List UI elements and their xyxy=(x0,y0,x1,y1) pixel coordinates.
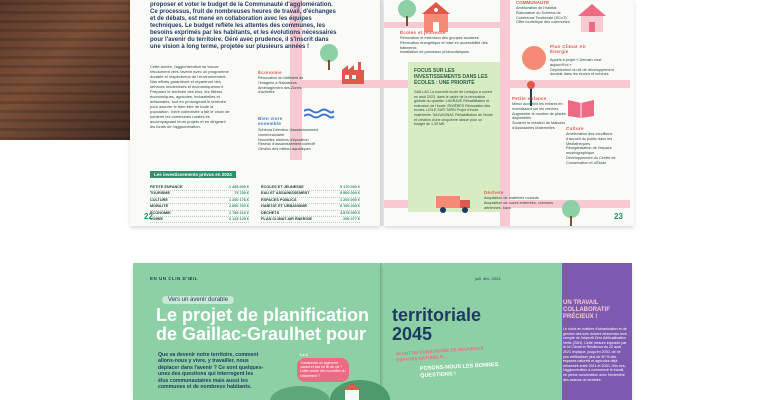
list-item: Réorganisation de l'espace muséographique xyxy=(566,146,612,156)
investments-col-left xyxy=(150,185,249,223)
section-head-culture: Culture xyxy=(566,126,584,131)
section-head-economie: Économie xyxy=(258,70,282,75)
table-row: DÉCHETS 4 875 000 € xyxy=(261,211,360,217)
focus-title: FOCUS SUR LES INVESTISSEMENTS DANS LES ÉCOLES : UNE PRIORITÉ xyxy=(414,68,488,86)
list-item: Offre touristique des communes xyxy=(516,20,570,25)
main-title-right1: territoriale xyxy=(392,305,482,325)
bottom-spread xyxy=(0,263,770,400)
section-head-plan-climat: Plan Climat Air Énergie xyxy=(550,44,587,54)
globe-icon xyxy=(522,46,546,70)
investments-col-right xyxy=(261,185,360,223)
running-head: EN UN CLIN D'ŒIL xyxy=(150,276,198,281)
ecoles-list xyxy=(400,36,496,55)
table-row: ESPACES PUBLICS 1 200 000 € xyxy=(261,198,360,204)
list-item: Amélioration des conditions d'accueil du public dans les Médiathèques xyxy=(566,132,613,146)
issue-date: juill. déc. 2024 xyxy=(475,276,501,281)
focus-body: GAILLAC La nouvelle école de Lentajou a ouvert en août 2023, dans le cadre de la rénovation globale du quartier. LAGRAVE Réhabilitation et extension de l'école. RIVIÈRES Rénovation des écoles. LISLE-SUR-TARN Projet d'école maternelle. SALVAGNAC Réhabilitation de l'école et création d'une cinquième classe pour un budget de 1,35 M€. xyxy=(414,90,494,127)
table-row: CULTURE 1 250 176 € xyxy=(150,198,249,204)
table-row: EAU ET ASSAINISSEMENT 9 800 000 € xyxy=(261,191,360,197)
garbage-truck-icon xyxy=(434,192,474,214)
list-item: Rénovation du bâtiment de l'Imagerie à Rabastens xyxy=(258,76,304,85)
list-item: Installation de panneaux photovoltaïques xyxy=(400,50,470,55)
section-head-communaute: COMMUNAUTÉ xyxy=(516,0,549,5)
list-item: Développement du Centre de Conservation et d'Étude xyxy=(566,155,616,165)
list-item: Gestion des milieux aquatiques xyxy=(258,147,311,152)
table-row: HABITAT ET URBANISME 6 190 000 € xyxy=(261,204,360,210)
list-item: Rénovation énergétique et mise en accessibilité des bâtiments xyxy=(400,40,488,50)
investments-table xyxy=(150,163,360,223)
list-item: Nouvelles stations d'épuration xyxy=(258,137,309,142)
main-title-line2: de Gaillac-Graulhet pour xyxy=(156,324,367,344)
list-item: Élaboration du Schéma de Cohérence Territoriale (SCoT) xyxy=(516,10,567,20)
factory-icon xyxy=(340,62,366,84)
list-item: Déploiement du kit de développement durable dans les écoles et crèches xyxy=(550,67,614,77)
section-head-ecoles: Écoles et jeunesse xyxy=(400,30,446,35)
open-book-icon xyxy=(566,98,596,118)
tree-icon xyxy=(396,0,418,26)
list-item: Amélioration de l'habitat xyxy=(516,6,557,10)
school-building-icon xyxy=(420,0,452,34)
main-title-right2: 2045 xyxy=(392,324,433,344)
table-row: ÉCONOMIE 1 789 216 € xyxy=(150,211,249,217)
list-item: Acquisition de cuves enterrées, colonnes aériennes, bacs xyxy=(484,200,554,210)
main-title-line1: Le projet de planification xyxy=(156,305,370,325)
list-item: Rénovation et extension des groupes scolaires xyxy=(400,36,479,40)
kicker-pill: Vers un avenir durable xyxy=(162,296,234,304)
page-number-left: 22 xyxy=(144,212,153,221)
plan-climat-list xyxy=(550,58,616,77)
list-item: Aménagement des Zones d'activités xyxy=(258,85,302,95)
table-row: VOIRIE 2 125 125 € xyxy=(150,217,249,223)
page-number-right: 23 xyxy=(614,212,623,221)
list-item: Schéma Directeur d'assainissement communautaire xyxy=(258,128,319,137)
list-item: Appels à projet « Demain c'est aujourd'hui » xyxy=(550,58,602,67)
vivre-list xyxy=(258,128,336,152)
brick-wall-photo xyxy=(0,0,140,140)
list-item: Mieux accueillir les enfants en investissant sur les crèches xyxy=(512,102,563,111)
economie-list xyxy=(258,76,316,95)
dechets-list xyxy=(484,196,554,210)
tree-icon xyxy=(318,44,340,70)
lead-paragraph: Que va devenir notre territoire, comment allons-nous y vivre, y travailler, nous déplacer dans l'avenir ? Ce sont quelques-unes des questions qui interrogent les élus communautaires mais aussi les communes et de nombreux habitants. xyxy=(158,352,264,391)
table-row: PLAN CLIMAT AIR ÉNERGIE 296 477 € xyxy=(261,217,360,223)
sidebar-body: Le choix en matière d'urbanisation et de gestion des sols doivent désormais tenir compte de l'objectif Zéro Artificialisation Nette (ZAN). Cette mesure imposée par la loi Climat et Résilience du 22 août 2021 implique, jusqu'en 2030, de ne pas artificialiser plus de 50 % des espaces naturels et agricoles déjà urbanisés entre 2011 et 2020. Dès lors, l'agglomération a commencé le travail, en pleine concertation avec l'ensemble des acteurs du territoire. xyxy=(563,327,627,382)
intro-paragraph: proposer et voter le budget de la Communauté d'agglomération. Ce processus, fruit de nombreuses heures de travail, d'échanges et de débats, est mené en collaboration avec les équipes techniques. Le budget reflète les attentes des communes, les besoins exprimés par les habitants, et les évolutions nécessaires pour l'avenir du territoire. Géré avec prudence, il s'inscrit dans une vision à long terme, projetée sur plusieurs années ! xyxy=(150,2,337,50)
list-item: Augmenter le nombre de places disponibles xyxy=(512,111,566,121)
table-row: PETITE ENFANCE 1 455 000 € xyxy=(150,185,249,191)
section-head-petite-enfance: Petite enfance xyxy=(512,96,547,101)
section-head-vivre: Bien vivre ensemble xyxy=(258,116,283,126)
water-wave-icon xyxy=(304,108,334,120)
list-item: Réseau d'assainissement collectif xyxy=(258,142,315,147)
communaute-list xyxy=(516,6,576,25)
body-paragraph: Cette année, l'agglomération se trouve résolument vers l'avenir avec un programme durable et respectueux de l'environnement. Nos efforts garantiront et répartiront des services modernisés et économiquement. Préparez le territoire des élus, les filières économiques, agricoles, industrielles et artisanales, tout en prolongeant le territoire pour assurer le bien-être de toute la population. Votre collectivité a fait le choix de soutenir les communes rurales en accompagnant leurs projets et en dirigeant les fonds de l'agglomération. xyxy=(150,64,230,129)
callout-bubble: Transformer un logement vacant et bas en fin de vie ? Lutter contre des nouvelles du lotissement ? xyxy=(297,358,349,382)
table-row: ÉCOLES ET JEUNESSE 5 170 060 € xyxy=(261,185,360,191)
petite-enfance-list xyxy=(512,102,570,131)
tree-icon xyxy=(560,200,582,226)
table-row: TOURISME 75 750 € xyxy=(150,191,249,197)
section-head-dechets: Déchets xyxy=(484,190,504,195)
investments-title: Les investissements prévus en 2024 xyxy=(150,171,236,178)
culture-list xyxy=(566,132,628,166)
house-icon xyxy=(576,0,608,34)
list-item: Acquisition de matériels roulants xyxy=(484,196,539,200)
house-icon xyxy=(342,382,362,400)
table-row: MOBILITÉ 2 850 763 € xyxy=(150,204,249,210)
wave-title: POSONS-NOUS LES BONNES QUESTIONS ! xyxy=(419,361,499,379)
sidebar-title: UN TRAVAIL COLLABORATIF PRÉCIEUX ! xyxy=(563,300,610,320)
wave-subtitle: AVANT DE CONSTRUIRE DE NOUVEAUX ESPACES NATURELS... xyxy=(395,345,484,363)
list-item: Soutenir la création de Maisons d'Assistantes Maternelles xyxy=(512,121,566,130)
bubble-label: Le 1 xyxy=(300,352,309,357)
